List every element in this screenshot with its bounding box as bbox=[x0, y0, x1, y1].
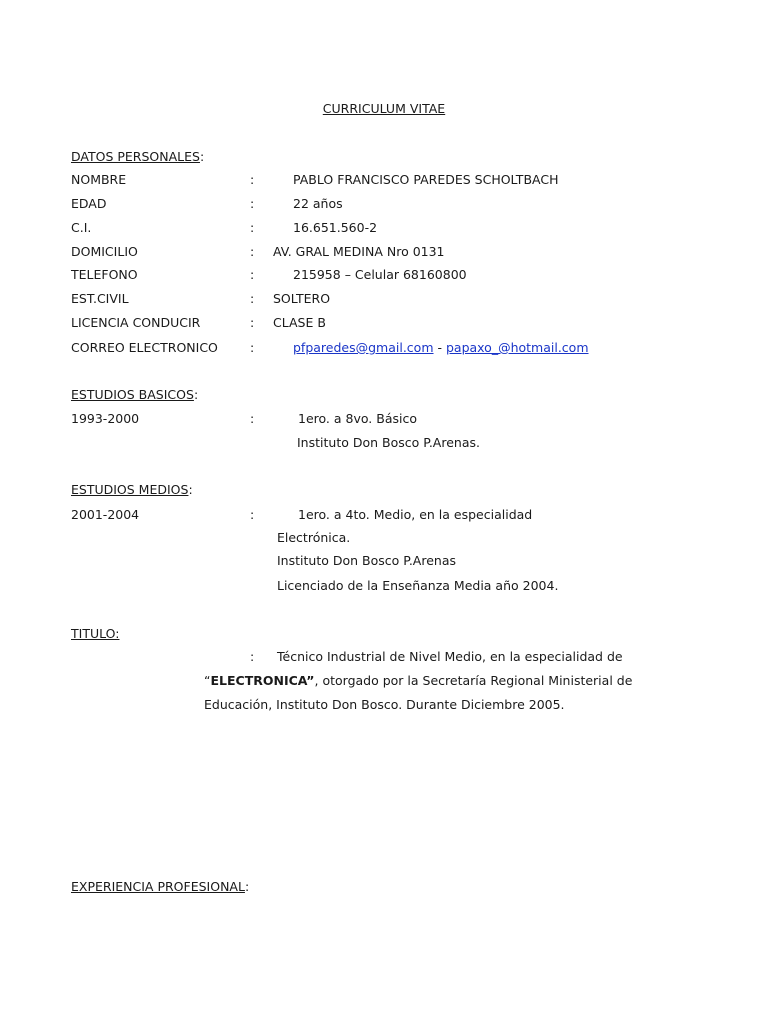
colon: : bbox=[250, 649, 255, 664]
colon: : bbox=[250, 291, 255, 306]
colon: : bbox=[250, 220, 255, 235]
period-basicos: 1993-2000 bbox=[71, 411, 140, 426]
section-heading-estudios-medios bbox=[71, 482, 193, 498]
label-domicilio: DOMICILIO bbox=[71, 244, 138, 259]
heading-text: ESTUDIOS MEDIOS bbox=[71, 482, 189, 497]
colon: : bbox=[250, 244, 255, 259]
value-nombre: PABLO FRANCISCO PAREDES SCHOLTBACH bbox=[293, 172, 559, 187]
label-est-civil: EST.CIVIL bbox=[71, 291, 129, 306]
basicos-line-1: 1ero. a 8vo. Básico bbox=[298, 411, 417, 426]
label-ci: C.I. bbox=[71, 220, 92, 235]
heading-text: ESTUDIOS BASICOS bbox=[71, 387, 194, 402]
section-heading-titulo: TITULO: bbox=[71, 626, 120, 641]
label-telefono: TELEFONO bbox=[71, 267, 138, 282]
colon: : bbox=[250, 411, 255, 426]
value-domicilio: AV. GRAL MEDINA Nro 0131 bbox=[273, 244, 445, 259]
heading-text: DATOS PERSONALES bbox=[71, 149, 200, 164]
heading-text: EXPERIENCIA PROFESIONAL bbox=[71, 879, 245, 894]
section-heading-estudios-basicos bbox=[71, 387, 198, 403]
value-licencia: CLASE B bbox=[273, 315, 326, 330]
colon: : bbox=[250, 267, 255, 282]
label-licencia: LICENCIA CONDUCIR bbox=[71, 315, 201, 330]
open-quote: “ bbox=[204, 673, 211, 688]
heading-suffix: : bbox=[188, 482, 193, 497]
colon: : bbox=[250, 172, 255, 187]
document-title: CURRICULUM VITAE bbox=[322, 101, 446, 116]
colon: : bbox=[250, 340, 255, 355]
label-edad: EDAD bbox=[71, 196, 107, 211]
basicos-line-2: Instituto Don Bosco P.Arenas. bbox=[297, 435, 480, 450]
titulo-line-1: Técnico Industrial de Nivel Medio, en la especialidad de bbox=[277, 649, 623, 664]
value-est-civil: SOLTERO bbox=[273, 291, 331, 306]
email-link-hotmail[interactable]: papaxo_@hotmail.com bbox=[445, 340, 589, 355]
especialidad-bold: ELECTRONICA” bbox=[210, 673, 315, 688]
colon: : bbox=[250, 315, 255, 330]
colon: : bbox=[250, 196, 255, 211]
heading-suffix: : bbox=[244, 879, 250, 894]
section-heading-experiencia bbox=[71, 879, 249, 895]
medios-line-4: Licenciado de la Enseñanza Media año 2004. bbox=[277, 578, 559, 593]
titulo-line-2-rest: , otorgado por la Secretaría Regional Ministerial de bbox=[314, 673, 633, 688]
titulo-line-3: Educación, Instituto Don Bosco. Durante Diciembre 2005. bbox=[204, 697, 565, 712]
period-medios: 2001-2004 bbox=[71, 507, 140, 522]
email-link-gmail[interactable]: pfparedes@gmail.com bbox=[293, 340, 434, 355]
medios-line-3: Instituto Don Bosco P.Arenas bbox=[277, 553, 457, 568]
colon: : bbox=[250, 507, 255, 522]
value-telefono: 215958 – Celular 68160800 bbox=[293, 267, 467, 282]
label-correo: CORREO ELECTRONICO bbox=[71, 340, 218, 355]
heading-suffix: : bbox=[193, 387, 199, 402]
titulo-line-2 bbox=[204, 673, 632, 689]
email-separator: - bbox=[433, 340, 446, 355]
heading-suffix: : bbox=[199, 149, 205, 164]
label-nombre: NOMBRE bbox=[71, 172, 127, 187]
value-edad: 22 años bbox=[293, 196, 343, 211]
section-heading-datos-personales bbox=[71, 149, 204, 165]
value-ci: 16.651.560-2 bbox=[293, 220, 378, 235]
medios-line-2: Electrónica. bbox=[277, 530, 351, 545]
medios-line-1: 1ero. a 4to. Medio, en la especialidad bbox=[298, 507, 533, 522]
value-correo bbox=[293, 340, 589, 356]
